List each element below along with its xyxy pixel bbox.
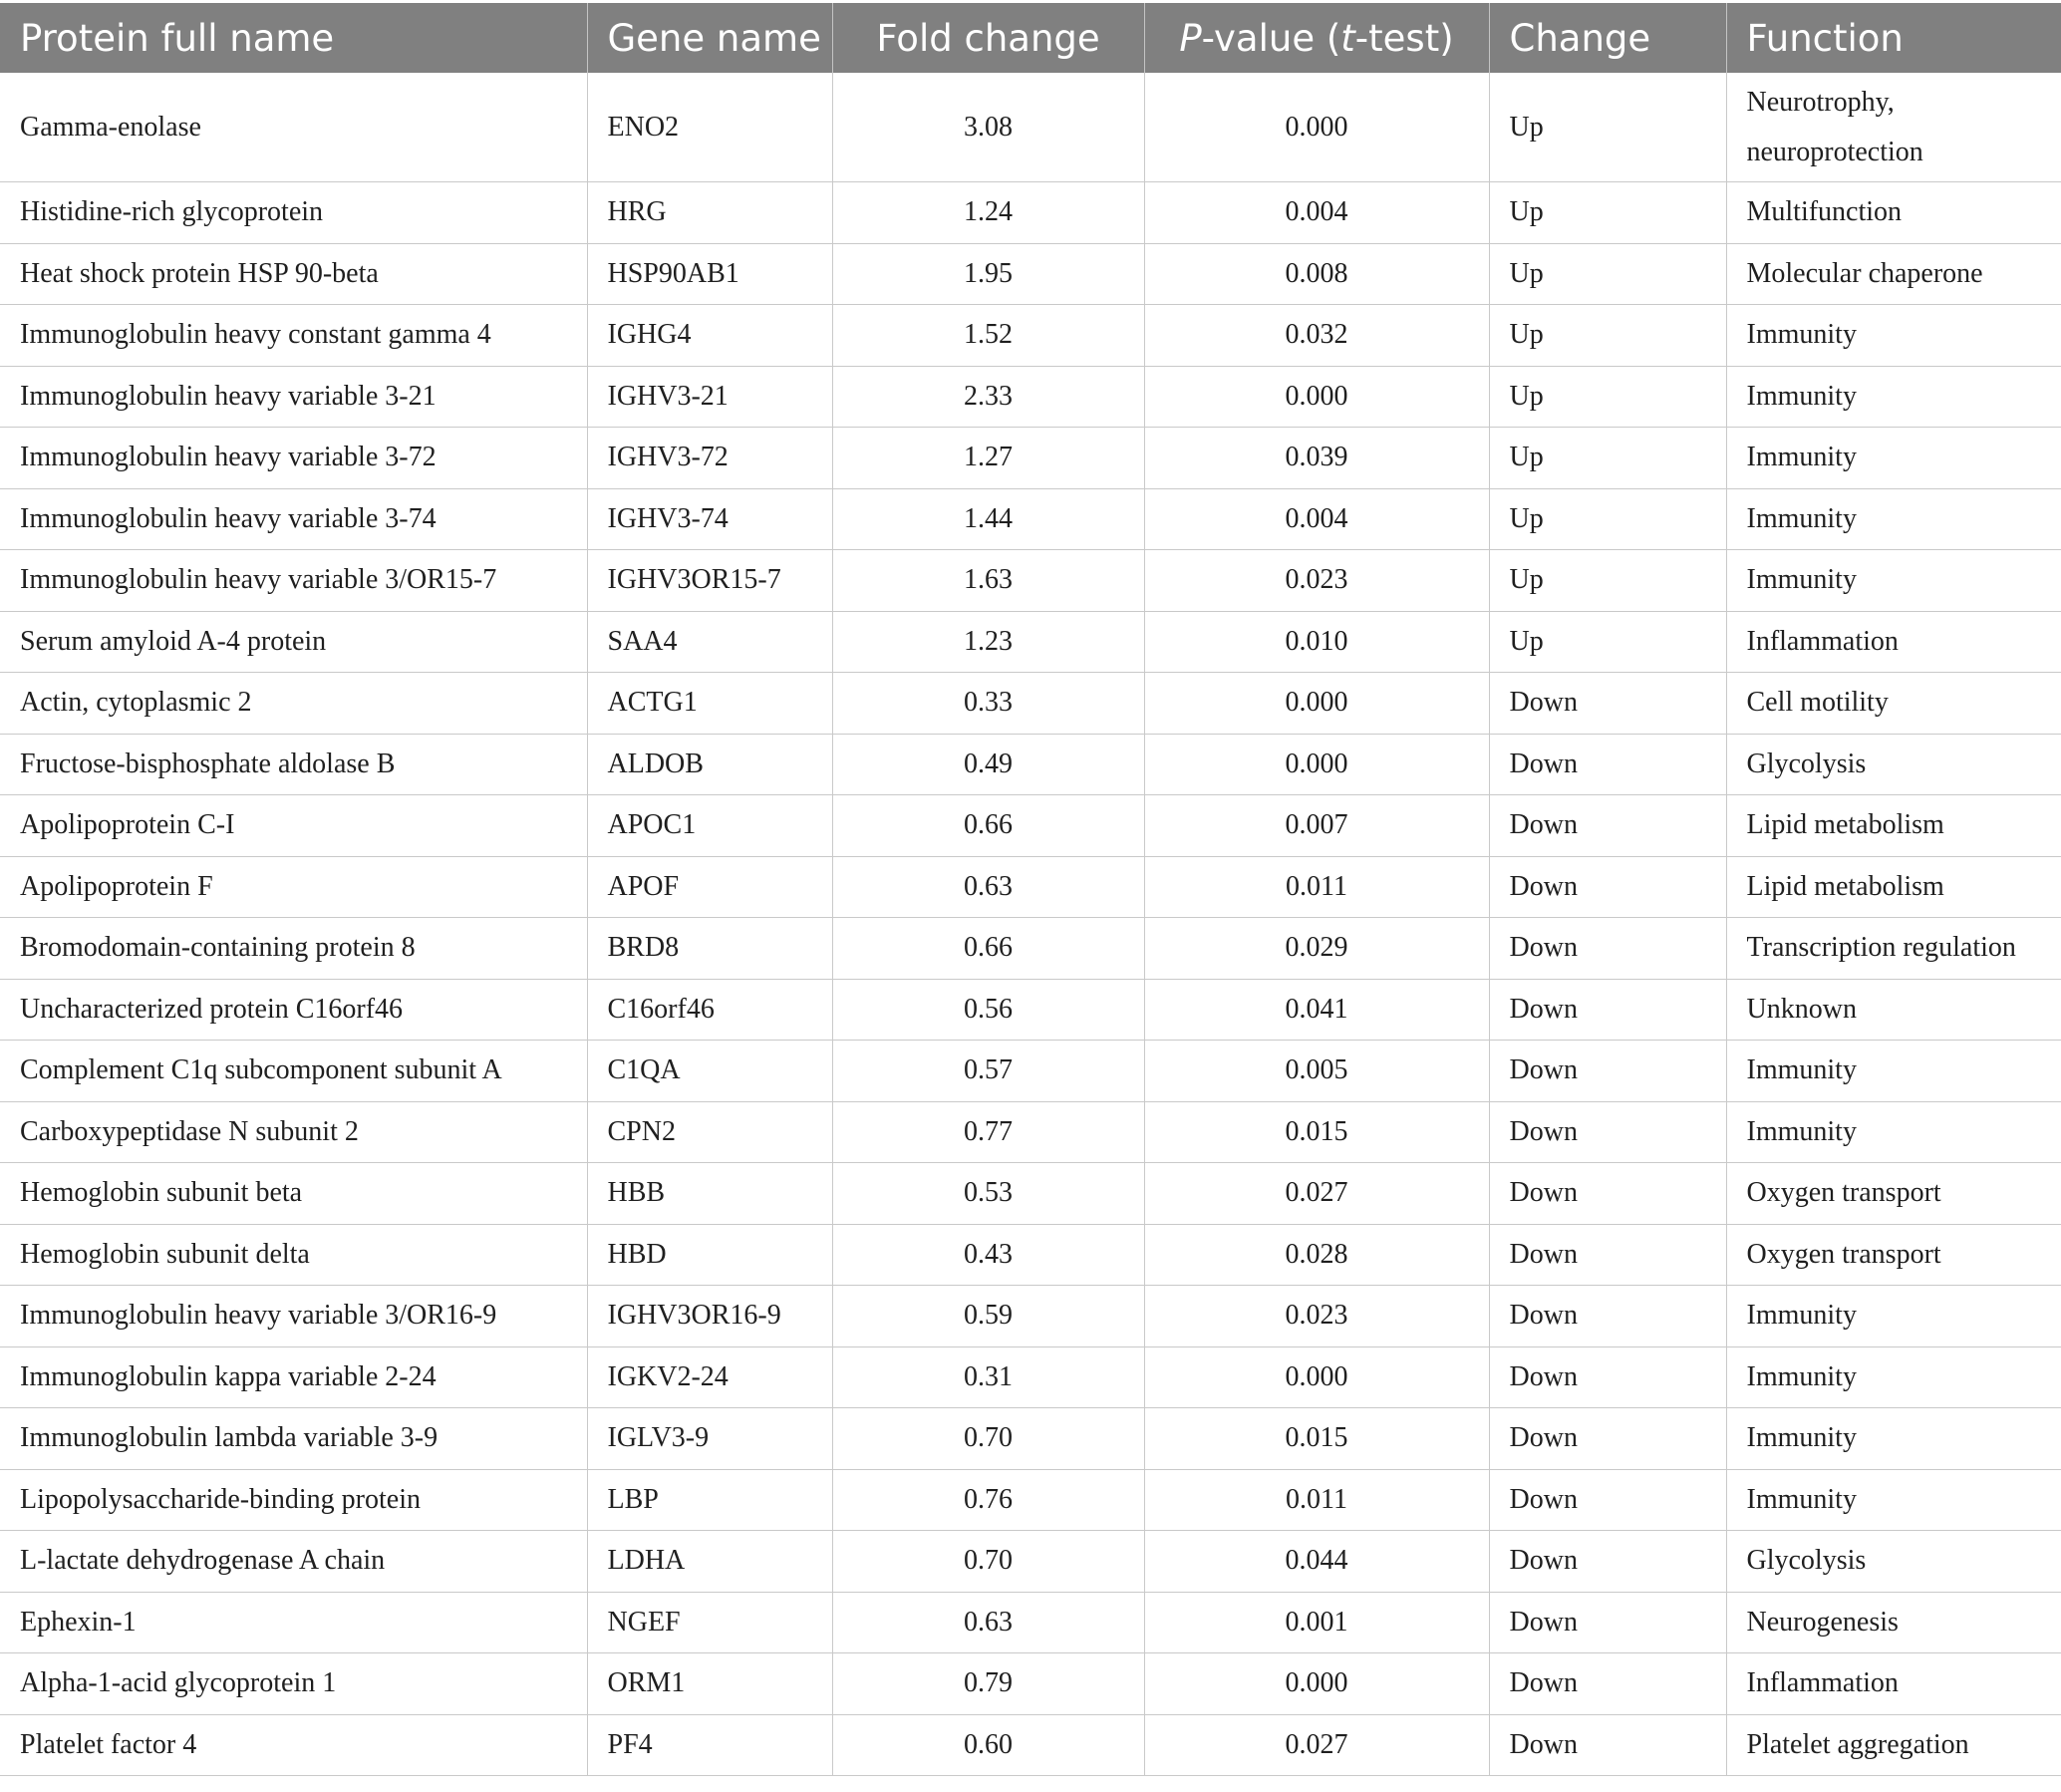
cell-change: Down bbox=[1489, 673, 1726, 735]
cell-gene-name: HBD bbox=[587, 1224, 832, 1286]
cell-gene-name: APOC1 bbox=[587, 795, 832, 857]
cell-protein-full-name: Uncharacterized protein C16orf46 bbox=[0, 979, 587, 1041]
cell-p-value: 0.008 bbox=[1144, 243, 1489, 305]
cell-protein-full-name: Fructose-bisphosphate aldolase B bbox=[0, 734, 587, 795]
cell-function: Lipid metabolism bbox=[1726, 795, 2061, 857]
cell-fold-change: 1.63 bbox=[832, 550, 1144, 612]
cell-function: Oxygen transport bbox=[1726, 1224, 2061, 1286]
cell-fold-change: 0.77 bbox=[832, 1101, 1144, 1163]
cell-change: Up bbox=[1489, 428, 1726, 489]
cell-p-value: 0.001 bbox=[1144, 1592, 1489, 1653]
cell-protein-full-name: Apolipoprotein C-I bbox=[0, 795, 587, 857]
cell-gene-name: IGHV3OR15-7 bbox=[587, 550, 832, 612]
cell-change: Up bbox=[1489, 550, 1726, 612]
cell-function: Immunity bbox=[1726, 1286, 2061, 1347]
cell-p-value: 0.004 bbox=[1144, 182, 1489, 244]
table-row bbox=[0, 73, 2061, 182]
cell-change: Down bbox=[1489, 795, 1726, 857]
cell-fold-change: 0.31 bbox=[832, 1346, 1144, 1408]
cell-function: Immunity bbox=[1726, 305, 2061, 367]
cell-p-value: 0.027 bbox=[1144, 1163, 1489, 1225]
table-row bbox=[0, 182, 2061, 244]
cell-function: Immunity bbox=[1726, 428, 2061, 489]
cell-fold-change: 1.27 bbox=[832, 428, 1144, 489]
header-change: Change bbox=[1489, 3, 1726, 73]
cell-function: Immunity bbox=[1726, 1469, 2061, 1531]
cell-fold-change: 0.33 bbox=[832, 673, 1144, 735]
table-row bbox=[0, 1041, 2061, 1102]
table-row bbox=[0, 1101, 2061, 1163]
table-row bbox=[0, 305, 2061, 367]
cell-gene-name: SAA4 bbox=[587, 611, 832, 673]
header-row bbox=[0, 3, 2061, 73]
cell-change: Down bbox=[1489, 979, 1726, 1041]
cell-fold-change: 0.79 bbox=[832, 1653, 1144, 1715]
cell-change: Up bbox=[1489, 182, 1726, 244]
cell-change: Down bbox=[1489, 918, 1726, 980]
table-row bbox=[0, 1469, 2061, 1531]
cell-p-value: 0.011 bbox=[1144, 1469, 1489, 1531]
cell-protein-full-name: Immunoglobulin kappa variable 2-24 bbox=[0, 1346, 587, 1408]
cell-fold-change: 0.57 bbox=[832, 1041, 1144, 1102]
cell-p-value: 0.011 bbox=[1144, 856, 1489, 918]
cell-change: Up bbox=[1489, 488, 1726, 550]
cell-fold-change: 0.63 bbox=[832, 856, 1144, 918]
cell-fold-change: 1.24 bbox=[832, 182, 1144, 244]
cell-p-value: 0.039 bbox=[1144, 428, 1489, 489]
cell-protein-full-name: Actin, cytoplasmic 2 bbox=[0, 673, 587, 735]
cell-gene-name: ACTG1 bbox=[587, 673, 832, 735]
differential-protein-table bbox=[0, 3, 2061, 1776]
cell-change: Down bbox=[1489, 1653, 1726, 1715]
cell-change: Up bbox=[1489, 73, 1726, 182]
cell-function: Inflammation bbox=[1726, 611, 2061, 673]
table-row bbox=[0, 243, 2061, 305]
cell-protein-full-name: Carboxypeptidase N subunit 2 bbox=[0, 1101, 587, 1163]
cell-p-value: 0.028 bbox=[1144, 1224, 1489, 1286]
cell-change: Down bbox=[1489, 1286, 1726, 1347]
cell-gene-name: IGHG4 bbox=[587, 305, 832, 367]
cell-fold-change: 0.76 bbox=[832, 1469, 1144, 1531]
table-row bbox=[0, 795, 2061, 857]
cell-fold-change: 0.60 bbox=[832, 1714, 1144, 1776]
cell-p-value: 0.000 bbox=[1144, 366, 1489, 428]
cell-protein-full-name: Lipopolysaccharide-binding protein bbox=[0, 1469, 587, 1531]
cell-function: Oxygen transport bbox=[1726, 1163, 2061, 1225]
cell-protein-full-name: Apolipoprotein F bbox=[0, 856, 587, 918]
table-row bbox=[0, 1592, 2061, 1653]
cell-protein-full-name: Bromodomain-containing protein 8 bbox=[0, 918, 587, 980]
cell-p-value: 0.044 bbox=[1144, 1531, 1489, 1593]
cell-protein-full-name: Immunoglobulin heavy constant gamma 4 bbox=[0, 305, 587, 367]
table-row bbox=[0, 1346, 2061, 1408]
cell-change: Up bbox=[1489, 611, 1726, 673]
cell-gene-name: CPN2 bbox=[587, 1101, 832, 1163]
cell-function: Neurotrophy, neuroprotection bbox=[1726, 73, 2061, 182]
cell-fold-change: 1.52 bbox=[832, 305, 1144, 367]
cell-protein-full-name: Immunoglobulin heavy variable 3-74 bbox=[0, 488, 587, 550]
cell-function: Molecular chaperone bbox=[1726, 243, 2061, 305]
cell-change: Down bbox=[1489, 856, 1726, 918]
table-row bbox=[0, 1653, 2061, 1715]
cell-protein-full-name: Alpha-1-acid glycoprotein 1 bbox=[0, 1653, 587, 1715]
cell-protein-full-name: Platelet factor 4 bbox=[0, 1714, 587, 1776]
cell-function: Immunity bbox=[1726, 550, 2061, 612]
cell-function: Immunity bbox=[1726, 488, 2061, 550]
cell-fold-change: 0.56 bbox=[832, 979, 1144, 1041]
cell-fold-change: 0.66 bbox=[832, 795, 1144, 857]
cell-gene-name: C16orf46 bbox=[587, 979, 832, 1041]
cell-change: Down bbox=[1489, 1224, 1726, 1286]
table-row bbox=[0, 918, 2061, 980]
cell-p-value: 0.023 bbox=[1144, 1286, 1489, 1347]
table-row bbox=[0, 673, 2061, 735]
cell-change: Down bbox=[1489, 1408, 1726, 1470]
cell-protein-full-name: Immunoglobulin heavy variable 3-21 bbox=[0, 366, 587, 428]
cell-gene-name: IGKV2-24 bbox=[587, 1346, 832, 1408]
cell-p-value: 0.029 bbox=[1144, 918, 1489, 980]
cell-p-value: 0.010 bbox=[1144, 611, 1489, 673]
cell-p-value: 0.041 bbox=[1144, 979, 1489, 1041]
cell-fold-change: 0.49 bbox=[832, 734, 1144, 795]
cell-fold-change: 0.70 bbox=[832, 1408, 1144, 1470]
cell-gene-name: ORM1 bbox=[587, 1653, 832, 1715]
cell-change: Down bbox=[1489, 734, 1726, 795]
cell-gene-name: HSP90AB1 bbox=[587, 243, 832, 305]
table-row bbox=[0, 488, 2061, 550]
cell-gene-name: NGEF bbox=[587, 1592, 832, 1653]
cell-function: Inflammation bbox=[1726, 1653, 2061, 1715]
table-row bbox=[0, 1714, 2061, 1776]
cell-protein-full-name: Serum amyloid A-4 protein bbox=[0, 611, 587, 673]
cell-protein-full-name: Ephexin-1 bbox=[0, 1592, 587, 1653]
cell-gene-name: LBP bbox=[587, 1469, 832, 1531]
cell-gene-name: PF4 bbox=[587, 1714, 832, 1776]
cell-fold-change: 0.59 bbox=[832, 1286, 1144, 1347]
header-protein-full-name: Protein full name bbox=[0, 3, 587, 73]
cell-function: Glycolysis bbox=[1726, 1531, 2061, 1593]
cell-fold-change: 1.44 bbox=[832, 488, 1144, 550]
table-row bbox=[0, 1163, 2061, 1225]
cell-change: Down bbox=[1489, 1592, 1726, 1653]
cell-gene-name: C1QA bbox=[587, 1041, 832, 1102]
cell-gene-name: HBB bbox=[587, 1163, 832, 1225]
cell-p-value: 0.000 bbox=[1144, 1346, 1489, 1408]
cell-change: Up bbox=[1489, 366, 1726, 428]
cell-function: Neurogenesis bbox=[1726, 1592, 2061, 1653]
table-header bbox=[0, 3, 2061, 73]
cell-gene-name: BRD8 bbox=[587, 918, 832, 980]
cell-function: Unknown bbox=[1726, 979, 2061, 1041]
cell-gene-name: IGHV3-21 bbox=[587, 366, 832, 428]
cell-function: Platelet aggregation bbox=[1726, 1714, 2061, 1776]
cell-p-value: 0.007 bbox=[1144, 795, 1489, 857]
cell-change: Down bbox=[1489, 1163, 1726, 1225]
cell-function: Immunity bbox=[1726, 366, 2061, 428]
cell-protein-full-name: Hemoglobin subunit beta bbox=[0, 1163, 587, 1225]
table-row bbox=[0, 1286, 2061, 1347]
cell-fold-change: 2.33 bbox=[832, 366, 1144, 428]
cell-p-value: 0.000 bbox=[1144, 73, 1489, 182]
cell-protein-full-name: Hemoglobin subunit delta bbox=[0, 1224, 587, 1286]
cell-fold-change: 0.66 bbox=[832, 918, 1144, 980]
cell-p-value: 0.000 bbox=[1144, 1653, 1489, 1715]
table-row bbox=[0, 734, 2061, 795]
cell-function: Immunity bbox=[1726, 1408, 2061, 1470]
table-row bbox=[0, 979, 2061, 1041]
cell-change: Down bbox=[1489, 1469, 1726, 1531]
cell-fold-change: 0.63 bbox=[832, 1592, 1144, 1653]
cell-p-value: 0.000 bbox=[1144, 734, 1489, 795]
cell-function: Glycolysis bbox=[1726, 734, 2061, 795]
cell-fold-change: 3.08 bbox=[832, 73, 1144, 182]
cell-protein-full-name: Complement C1q subcomponent subunit A bbox=[0, 1041, 587, 1102]
cell-protein-full-name: Immunoglobulin heavy variable 3/OR15-7 bbox=[0, 550, 587, 612]
cell-protein-full-name: L-lactate dehydrogenase A chain bbox=[0, 1531, 587, 1593]
cell-fold-change: 0.53 bbox=[832, 1163, 1144, 1225]
table-row bbox=[0, 366, 2061, 428]
cell-protein-full-name: Immunoglobulin lambda variable 3-9 bbox=[0, 1408, 587, 1470]
table-row bbox=[0, 856, 2061, 918]
cell-p-value: 0.015 bbox=[1144, 1101, 1489, 1163]
table-row bbox=[0, 1224, 2061, 1286]
cell-p-value: 0.027 bbox=[1144, 1714, 1489, 1776]
cell-fold-change: 0.70 bbox=[832, 1531, 1144, 1593]
cell-change: Down bbox=[1489, 1346, 1726, 1408]
cell-function: Cell motility bbox=[1726, 673, 2061, 735]
cell-function: Immunity bbox=[1726, 1346, 2061, 1408]
cell-fold-change: 0.43 bbox=[832, 1224, 1144, 1286]
table-row bbox=[0, 1531, 2061, 1593]
cell-function: Immunity bbox=[1726, 1101, 2061, 1163]
cell-change: Up bbox=[1489, 243, 1726, 305]
cell-gene-name: HRG bbox=[587, 182, 832, 244]
cell-change: Down bbox=[1489, 1041, 1726, 1102]
cell-protein-full-name: Histidine-rich glycoprotein bbox=[0, 182, 587, 244]
cell-change: Down bbox=[1489, 1531, 1726, 1593]
cell-protein-full-name: Heat shock protein HSP 90-beta bbox=[0, 243, 587, 305]
cell-gene-name: LDHA bbox=[587, 1531, 832, 1593]
cell-gene-name: IGHV3-72 bbox=[587, 428, 832, 489]
cell-function: Multifunction bbox=[1726, 182, 2061, 244]
cell-gene-name: ENO2 bbox=[587, 73, 832, 182]
cell-function: Immunity bbox=[1726, 1041, 2061, 1102]
cell-gene-name: IGLV3-9 bbox=[587, 1408, 832, 1470]
header-fold-change: Fold change bbox=[832, 3, 1144, 73]
cell-protein-full-name: Immunoglobulin heavy variable 3-72 bbox=[0, 428, 587, 489]
cell-function: Lipid metabolism bbox=[1726, 856, 2061, 918]
cell-change: Down bbox=[1489, 1101, 1726, 1163]
table-row bbox=[0, 1408, 2061, 1470]
cell-gene-name: ALDOB bbox=[587, 734, 832, 795]
cell-function: Transcription regulation bbox=[1726, 918, 2061, 980]
cell-protein-full-name: Gamma-enolase bbox=[0, 73, 587, 182]
cell-change: Down bbox=[1489, 1714, 1726, 1776]
cell-p-value: 0.004 bbox=[1144, 488, 1489, 550]
table-body bbox=[0, 73, 2061, 1776]
table-row bbox=[0, 428, 2061, 489]
cell-p-value: 0.000 bbox=[1144, 673, 1489, 735]
table-row bbox=[0, 550, 2061, 612]
cell-gene-name: APOF bbox=[587, 856, 832, 918]
header-gene-name: Gene name bbox=[587, 3, 832, 73]
cell-gene-name: IGHV3-74 bbox=[587, 488, 832, 550]
cell-fold-change: 1.95 bbox=[832, 243, 1144, 305]
cell-p-value: 0.032 bbox=[1144, 305, 1489, 367]
cell-p-value: 0.023 bbox=[1144, 550, 1489, 612]
protein-table-container bbox=[0, 3, 2061, 1776]
cell-change: Up bbox=[1489, 305, 1726, 367]
cell-fold-change: 1.23 bbox=[832, 611, 1144, 673]
cell-p-value: 0.005 bbox=[1144, 1041, 1489, 1102]
cell-protein-full-name: Immunoglobulin heavy variable 3/OR16-9 bbox=[0, 1286, 587, 1347]
cell-gene-name: IGHV3OR16-9 bbox=[587, 1286, 832, 1347]
header-function: Function bbox=[1726, 3, 2061, 73]
cell-p-value: 0.015 bbox=[1144, 1408, 1489, 1470]
table-row bbox=[0, 611, 2061, 673]
header-p-value: P-value (t-test) bbox=[1144, 3, 1489, 73]
